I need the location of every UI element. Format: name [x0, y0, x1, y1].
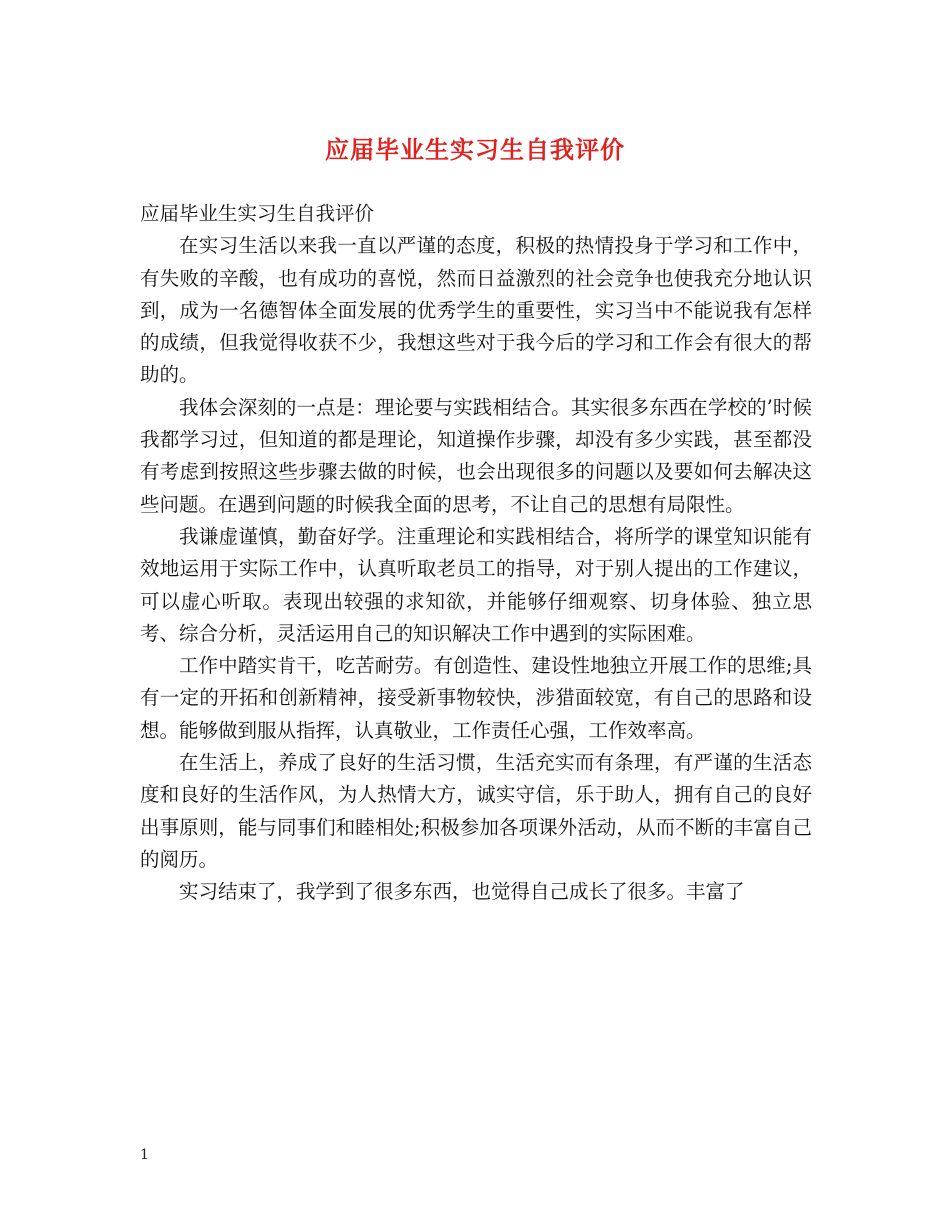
document-subtitle: 应届毕业生实习生自我评价: [140, 202, 375, 225]
paragraph-4: 工作中踏实肯干，吃苦耐劳。有创造性、建设性地独立开展工作的思维;具有一定的开拓和创新精神，接受新事物较快，涉猎面较宽，有自己的思路和设想。能够做到服从指挥，认真敬业，工作责任心强，工作效率高。: [140, 654, 812, 742]
paragraph-3: 我谦虚谨慎，勤奋好学。注重理论和实践相结合，将所学的课堂知识能有效地运用于实际工作中，认真听取老员工的指导，对于别人提出的工作建议，可以虚心听取。表现出较强的求知欲，并能够仔细观察、切身体验、独立思考、综合分析，灵活运用自己的知识解决工作中遇到的实际困难。: [140, 524, 812, 645]
paragraph-1: 在实习生活以来我一直以严谨的态度，积极的热情投身于学习和工作中，有失败的辛酸，也有成功的喜悦，然而日益激烈的社会竞争也使我充分地认识到，成为一名德智体全面发展的优秀学生的重要性，实习当中不能说我有怎样的成绩，但我觉得收获不少，我想这些对于我今后的学习和工作会有很大的帮助的。: [140, 234, 812, 387]
paragraph-6: 实习结束了，我学到了很多东西，也觉得自己成长了很多。丰富了: [179, 880, 745, 904]
page-number: 1: [140, 1147, 149, 1163]
document-title: 应届毕业生实习生自我评价: [325, 135, 625, 164]
document-body: [140, 198, 812, 909]
paragraph-2: 我体会深刻的一点是：理论要与实践相结合。其实很多东西在学校的’时候我都学习过，但知道的都是理论，知道操作步骤，却没有多少实践，甚至都没有考虑到按照这些步骤去做的时候，也会出现很多的问题以及要如何去解决这些问题。在遇到问题的时候我全面的思考，不让自己的思想有局限性。: [140, 395, 812, 516]
paragraph-5: 在生活上，养成了良好的生活习惯，生活充实而有条理，有严谨的生活态度和良好的生活作风，为人热情大方，诚实守信，乐于助人，拥有自己的良好出事原则，能与同事们和睦相处;积极参加各项课外活动，从而不断的丰富自己的阅历。: [140, 751, 812, 871]
